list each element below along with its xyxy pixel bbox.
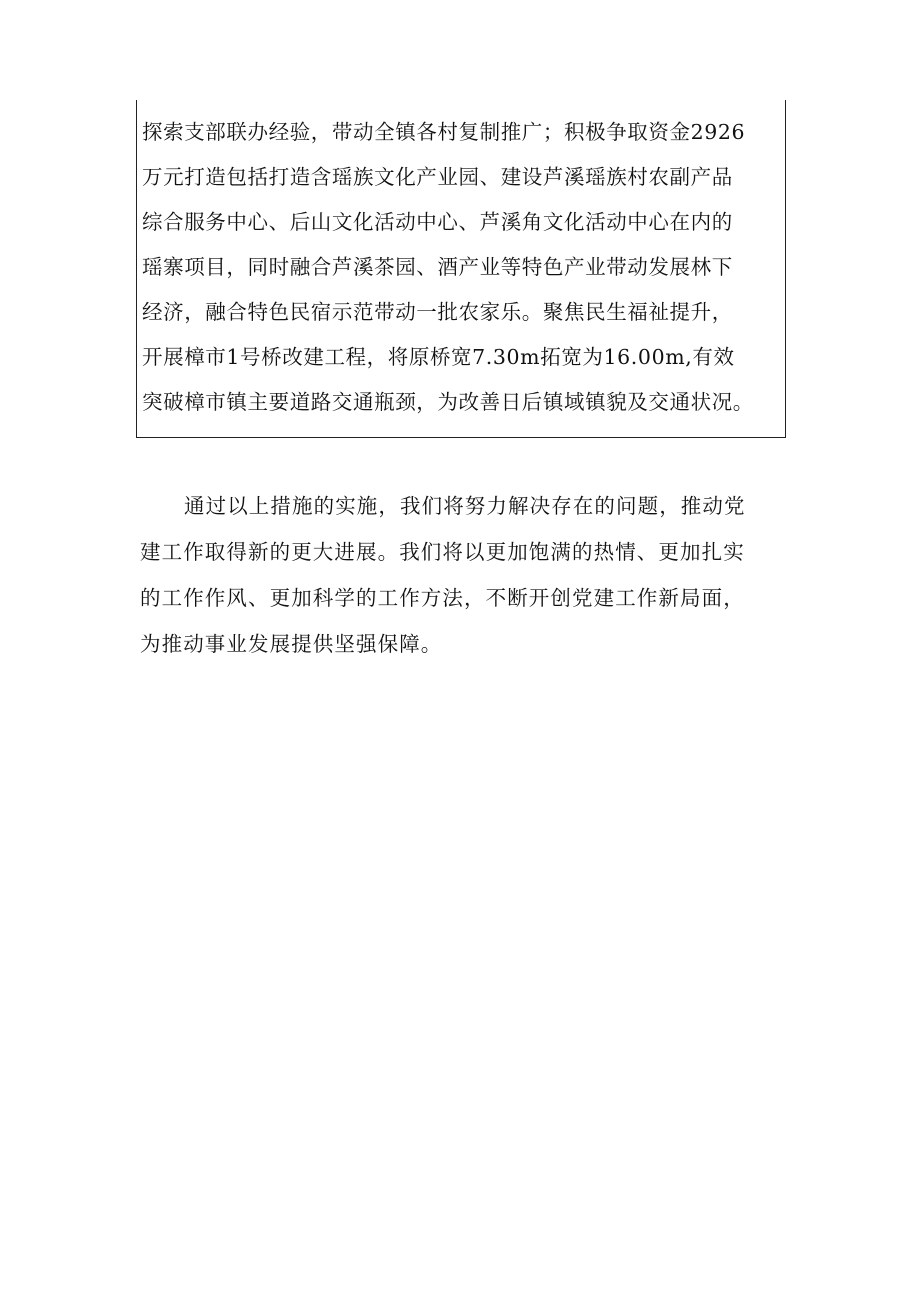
paragraph-line: 建工作取得新的更大进展。我们将以更加饱满的热情、更加扎实 xyxy=(140,540,745,564)
table-cell-line: 开展樟市1号桥改建工程，将原桥宽7.30m拓宽为16.00m,有效 xyxy=(142,345,735,369)
table-cell xyxy=(136,100,786,438)
table-cell-line: 探索支部联办经验，带动全镇各村复制推广；积极争取资金2926 xyxy=(142,120,746,144)
paragraph-line: 通过以上措施的实施，我们将努力解决存在的问题，推动党 xyxy=(184,494,746,518)
table-cell-line: 突破樟市镇主要道路交通瓶颈，为改善日后镇域镇貌及交通状况。 xyxy=(142,390,754,414)
paragraph-line: 的工作作风、更加科学的工作方法，不断开创党建工作新局面， xyxy=(140,586,745,610)
table-cell-line: 经济，融合特色民宿示范带动一批农家乐。聚焦民生福祉提升， xyxy=(142,300,733,324)
table-cell-line: 万元打造包括打造含瑶族文化产业园、建设芦溪瑶族村农副产品 xyxy=(142,165,733,189)
table-cell-line: 综合服务中心、后山文化活动中心、芦溪角文化活动中心在内的 xyxy=(142,210,733,234)
table-cell-line: 瑶寨项目，同时融合芦溪茶园、酒产业等特色产业带动发展林下 xyxy=(142,255,733,279)
paragraph-line: 为推动事业发展提供坚强保障。 xyxy=(140,632,443,656)
